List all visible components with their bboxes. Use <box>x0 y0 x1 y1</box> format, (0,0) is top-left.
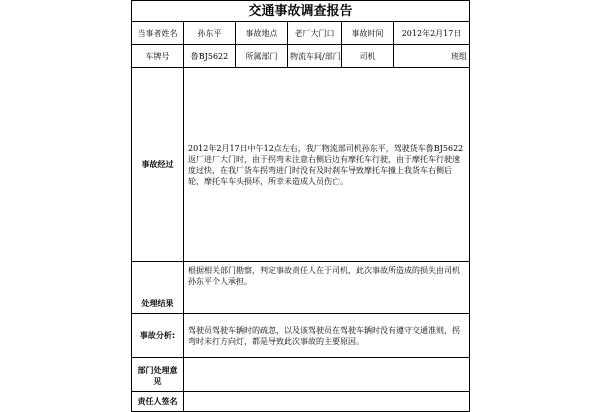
party-value: 孙东平 <box>184 22 236 45</box>
plate-value: 鲁BJ5622 <box>184 45 236 68</box>
location-label: 事故地点 <box>236 22 288 45</box>
unit-label: 车间/部门 <box>306 51 341 61</box>
report-table <box>131 0 470 412</box>
accident-report-sheet <box>131 0 469 406</box>
report-title: 交通事故调查报告 <box>132 1 470 22</box>
process-text: 2012年2月17日中午12点左右，我厂物流部司机孙东平，驾驶货车鲁BJ5622返厂进厂大门时，由于拐弯未注意右侧后边有摩托车行驶，由于摩托车行驶速度过快，在我厂货车拐弯进门时没有及时刹车导致摩托车撞上我货车右侧后轮，摩托车车头损坏，所幸未造成人员伤亡。 <box>184 68 470 262</box>
time-value: 2012年2月17日 <box>394 22 470 45</box>
responsible-signature-field <box>184 392 470 412</box>
dept-opinion-field <box>184 358 470 392</box>
dept-label: 所属部门 <box>236 45 288 68</box>
process-label: 事故经过 <box>132 68 184 262</box>
dept-value-text: 物流 <box>290 51 306 61</box>
analysis-label: 事故分析: <box>132 314 184 358</box>
analysis-text: 驾驶员驾驶车辆时的疏忽，以及该驾驶员在驾驶车辆时没有遵守交通准则，拐弯时未打方向灯，都是导致此次事故的主要原因。 <box>184 314 470 358</box>
role-value: 司机 <box>342 45 394 68</box>
plate-label: 车牌号 <box>132 45 184 68</box>
time-label: 事故时间 <box>342 22 394 45</box>
responsible-label: 责任人签名 <box>132 392 184 412</box>
dept-value <box>288 45 342 68</box>
result-text: 根据相关部门勘察，判定事故责任人在于司机，此次事故所造成的损失由司机孙东平个人承担。 <box>184 262 470 314</box>
dept-opinion-label: 部门处理意见 <box>132 358 184 392</box>
party-label: 当事者姓名 <box>132 22 184 45</box>
team-label: 班组 <box>394 45 470 68</box>
location-value: 老厂大门口 <box>288 22 342 45</box>
result-label: 处理结果 <box>132 262 184 314</box>
